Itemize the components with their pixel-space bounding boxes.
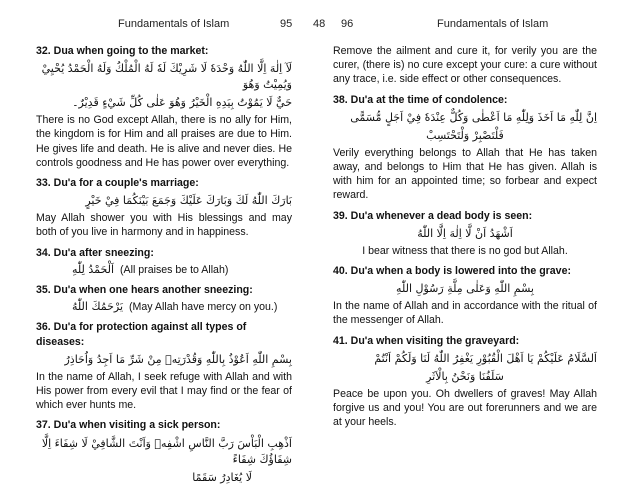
dua-32-arabic-line-1: لَآ اِلٰهَ اِلَّا اللّٰهُ وَحْدَهٗ لَا شَرِيْكَ لَهٗ لَهُ الْمُلْكُ وَلَهُ الْحَمْدُ يُحْيِيْ وَيُمِيْتُ وَهُوَ (41, 62, 292, 92)
dua-41-translation: Peace be upon you. Oh dwellers of graves! May Allah forgive us and you! You are out forerunners and we are at your heels. (333, 387, 597, 429)
dua-32-translation: There is no God except Allah, there is no ally for Him, the kingdom is for Him and all praises are due to Him. He gives life and death. He is alive and never dies. He controls goodness and He has power over everything. (36, 114, 292, 169)
dua-33-arabic: بَارَكَ اللّٰهُ لَكَ وَبَارَكَ عَلَيْكَ وَجَمَعَ بَيْنَكُمَا فِيْ خَيْرٍ (85, 194, 292, 208)
dua-33 (36, 176, 292, 240)
dua-37-arabic-line-2: لَا يُغَادِرُ سَقَمًا (192, 470, 252, 484)
dua-37 (36, 418, 292, 485)
dua-33-heading: 33. Du'a for a couple's marriage: (36, 177, 199, 190)
dua-41-arabic-line-1: اَلسَّلَامُ عَلَيْكُمْ يَا اَهْلَ الْقُبُوْرِ يَغْفِرُ اللّٰهُ لَنَا وَلَكُمْ اَنْتُمْ (374, 351, 597, 365)
dua-39 (333, 209, 597, 258)
dua-39-translation: I bear witness that there is no god but Allah. (362, 244, 568, 257)
right-content (333, 44, 597, 435)
dua-35 (36, 283, 292, 314)
dua-41 (333, 334, 597, 430)
dua-36-heading: 36. Du'a for protection against all types of diseases: (36, 321, 247, 348)
dua-35-heading: 35. Du'a when one hears another sneezing: (36, 284, 253, 297)
left-content (36, 44, 292, 488)
dua-39-heading: 39. Du'a whenever a dead body is seen: (333, 209, 533, 222)
dua-34-heading: 34. Du'a after sneezing: (36, 246, 154, 259)
dua-35-row (36, 300, 292, 314)
dua-32-heading: 32. Dua when going to the market: (36, 45, 209, 57)
dua-37-translation-continued: Remove the ailment and cure it, for verily you are the curer, (there is) no cure except your cure: a cure without any trace, i.e. side effect or other consequences. (333, 45, 597, 86)
dua-39-arabic: اَشْهَدُ اَنْ لَّا اِلٰهَ اِلَّا اللّٰهُ (417, 226, 513, 240)
dua-35-translation: (May Allah have mercy on you.) (129, 301, 278, 314)
dua-34 (36, 246, 292, 277)
dua-40 (333, 264, 597, 328)
right-page (313, 0, 638, 493)
right-running-header: Fundamentals of Islam (437, 18, 549, 30)
dua-38-arabic-line-2: فَلْتَصْبِرْ وَلْتَحْتَسِبْ (426, 128, 504, 142)
dua-40-arabic: بِسْمِ اللّٰهِ وَعَلٰى مِلَّةِ رَسُوْلِ اللّٰهِ (396, 282, 534, 296)
dua-32 (36, 44, 292, 170)
right-page-number: 48 (313, 18, 326, 30)
dua-38-arabic-line-1: اِنَّ لِلّٰهِ مَا اَخَذَ وَلِلّٰهِ مَا اَعْطٰى وَكُلٌّ عِنْدَهٗ فِيْ اَجَلٍ مُّسَمًّى (350, 110, 597, 124)
dua-34-translation: (All praises be to Allah) (120, 263, 229, 276)
dua-34-row (36, 263, 292, 277)
dua-36-arabic: بِسْمِ اللّٰهِ اَعُوْذُ بِاللّٰهِ وَقُدْرَتِهٖ مِنْ شَرِّ مَا اَجِدُ وَاُحَاذِرُ (64, 352, 292, 366)
dua-37-arabic-line-1: اَذْهِبِ الْبَاْسَ رَبَّ النَّاسِ اشْفِهٖ وَاَنْتَ الشَّافِيْ لَا شِفَاءَ اِلَّا شِفَاؤُكَ شِفَاءً (41, 436, 292, 466)
dua-38-heading: 38. Du'a at the time of condolence: (333, 93, 508, 106)
right-header-page-number: 96 (341, 18, 354, 30)
dua-32-arabic-line-2: حَيٌّ لَا يَمُوْتُ بِيَدِهِ الْخَيْرُ وَهُوَ عَلٰى كُلِّ شَيْءٍ قَدِيْرٌ۔ (72, 96, 292, 110)
dua-40-heading: 40. Du'a when a body is lowered into the grave: (333, 265, 571, 278)
left-page-number: 95 (280, 18, 293, 30)
dua-38-translation: Verily everything belongs to Allah that He has taken away, and belongs to Him that He has given. Allah is with him for an appointed time; so forbear and expect reward. (333, 146, 597, 202)
dua-36 (36, 320, 292, 412)
dua-36-translation: In the name of Allah, I seek refuge with Allah and with His power from every evil that I may find or the fear of which ever hunts me. (36, 370, 292, 412)
dua-41-heading: 41. Du'a when visiting the graveyard: (333, 334, 520, 347)
dua-38 (333, 93, 597, 203)
dua-41-arabic-line-2: سَلَفُنَا وَنَحْنُ بِالْاَثَرِ (426, 369, 504, 383)
left-running-header: Fundamentals of Islam (118, 18, 230, 30)
dua-40-translation: In the name of Allah and in accordance with the ritual of the messenger of Allah. (333, 300, 597, 327)
dua-37-heading: 37. Du'a when visiting a sick person: (36, 419, 221, 432)
dua-34-arabic: اَلْحَمْدُ لِلّٰهِ (72, 262, 115, 276)
dua-35-arabic: يَرْحَمُكَ اللّٰهُ (72, 300, 124, 314)
dua-33-translation: May Allah shower you with His blessings and may both of you live in harmony and in happiness. (36, 212, 292, 239)
